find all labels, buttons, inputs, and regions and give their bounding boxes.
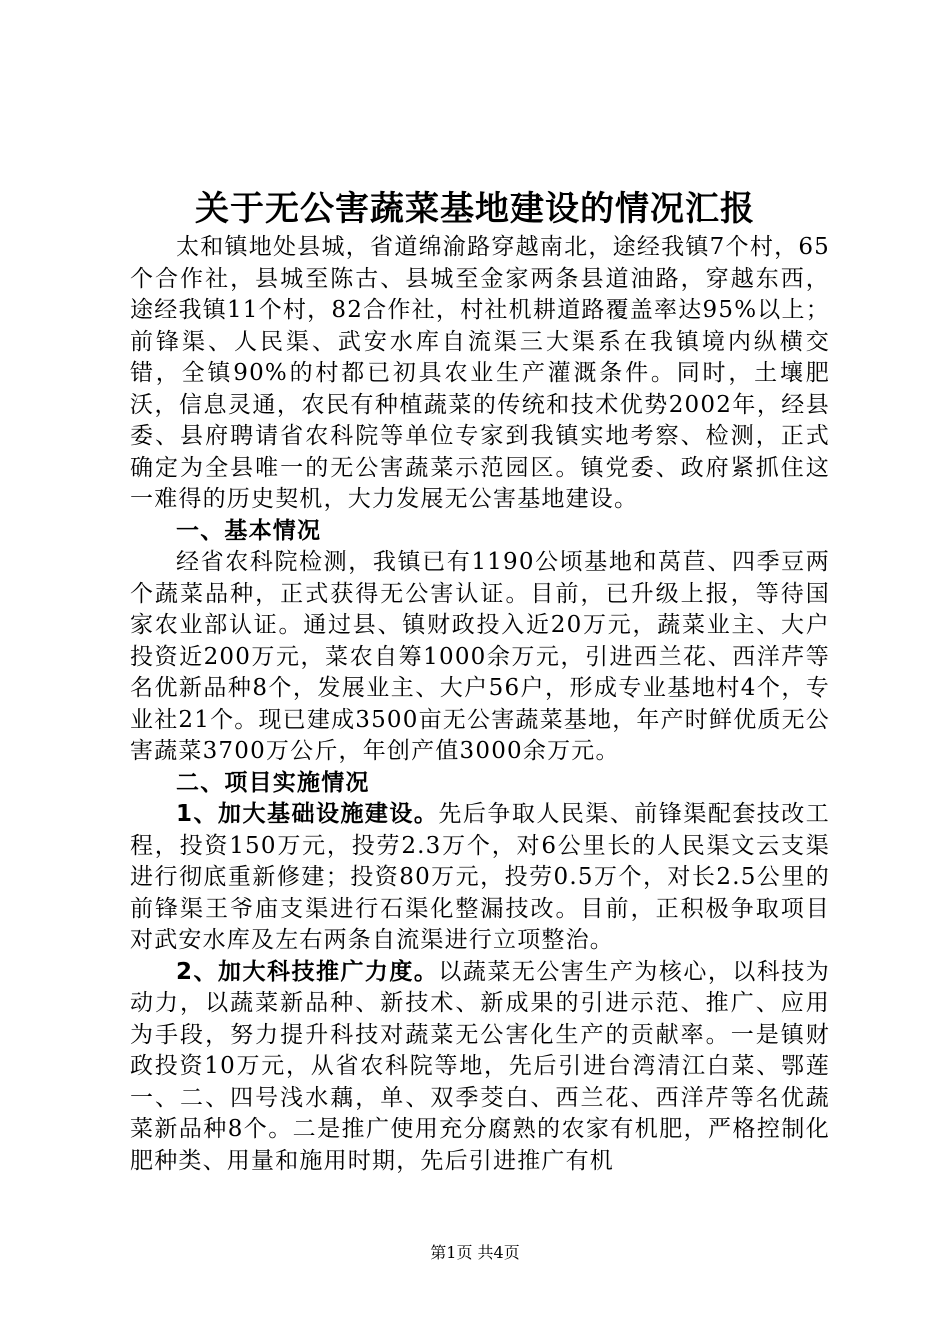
section-basic-paragraph: 经省农科院检测，我镇已有1190公顷基地和莴苣、四季豆两个蔬菜品种，正式获得无公害认证。目前，已升级上报，等待国家农业部认证。通过县、镇财政投入近20万元，蔬菜业主、大户投资近200万元，菜农自筹1000余万元，引进西兰花、西洋芹等名优新品种8个，发展业主、大户56户，形成专业基地村4个，专业社21个。现已建成3500亩无公害蔬菜基地，年产时鲜优质无公害蔬菜3700万公斤，年创产值3000余万元。 — [130, 549, 830, 764]
implementation-item-1 — [130, 799, 830, 957]
page-footer: 第1页 共4页 — [430, 1243, 520, 1262]
item-2-text: 以蔬菜无公害生产为核心，以科技为动力，以蔬菜新品种、新技术、新成果的引进示范、推广、应用为手段，努力提升科技对蔬菜无公害化生产的贡献率。一是镇财政投资10万元，从省农科院等地，先后引进台湾清江白菜、鄂莲一、二、四号浅水藕，单、双季茭白、西兰花、西洋芹等名优蔬菜新品种8个。二是推广使用充分腐熟的农家有机肥，严格控制化肥种类、用量和施用时期，先后引进推广有机 — [130, 958, 830, 1174]
item-1-lead: 1、加大基础设施建设。 — [176, 801, 439, 827]
item-1-text: 先后争取人民渠、前锋渠配套技改工程，投资150万元，投劳2.3万个，对6公里长的人民渠文云支渠进行彻底重新修建；投资80万元，投劳0.5万个，对长2.5公里的前锋渠王爷庙支渠进行石渠化整漏技改。目前，正积极争取项目对武安水库及左右两条自流渠进行立项整治。 — [130, 801, 830, 953]
section-heading-basic: 一、基本情况 — [176, 517, 322, 544]
intro-paragraph: 太和镇地处县城，省道绵渝路穿越南北，途经我镇7个村，65个合作社，县城至陈古、县城至金家两条县道油路，穿越东西，途经我镇11个村，82合作社，村社机耕道路覆盖率达95%以上；前锋渠、人民渠、武安水库自流渠三大渠系在我镇境内纵横交错，全镇90%的村都已初具农业生产灌溉条件。同时，土壤肥沃，信息灵通，农民有种植蔬菜的传统和技术优势2002年，经县委、县府聘请省农科院等单位专家到我镇实地考察、检测，正式确定为全县唯一的无公害蔬菜示范园区。镇党委、政府紧抓住这一难得的历史契机，大力发展无公害基地建设。 — [130, 234, 830, 512]
section-heading-implementation: 二、项目实施情况 — [176, 769, 370, 796]
document-body — [130, 232, 830, 1177]
implementation-item-2 — [130, 957, 830, 1178]
item-2-lead: 2、加大科技推广力度。 — [176, 958, 439, 985]
document-title: 关于无公害蔬菜基地建设的情况汇报 — [195, 189, 755, 229]
